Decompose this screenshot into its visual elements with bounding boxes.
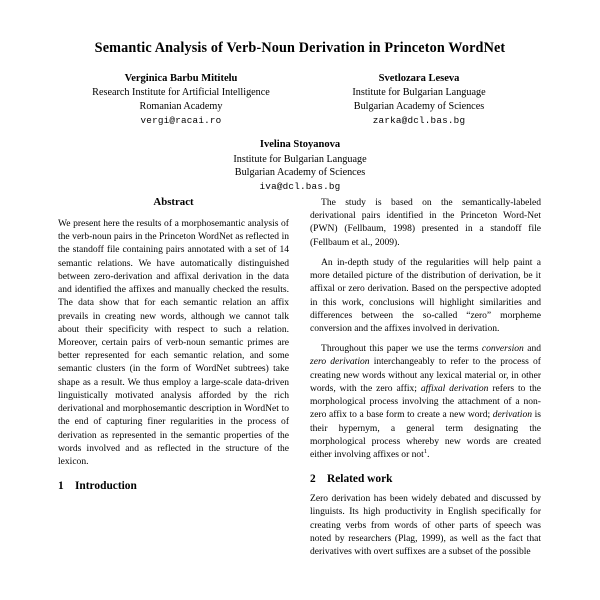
author-name: Ivelina Stoyanova [259, 138, 341, 150]
text-run: refers to the morphological process involving the attachment of a non-zero affix to a base form to create a new word; [310, 382, 541, 421]
section-title: Related work [327, 473, 393, 486]
author-name: Svetlozara Leseva [378, 72, 460, 84]
author-affiliation-line2: Bulgarian Academy of Sciences [234, 166, 366, 178]
term-derivation: derivation [492, 409, 533, 421]
title-block [0, 0, 600, 193]
section-heading-related-work [310, 473, 541, 485]
term-zero-derivation: zero derivation [310, 356, 370, 368]
term-conversion: conversion [481, 343, 524, 355]
two-column-body [0, 196, 600, 558]
author-email[interactable]: iva@dcl.bas.bg [259, 181, 341, 193]
left-column [58, 196, 289, 558]
author-name: Verginica Barbu Mititelu [124, 72, 238, 84]
author-affiliation-line1: Institute for Bulgarian Language [233, 153, 367, 165]
author-block-1 [62, 72, 300, 127]
paragraph-in-depth-study: An in-depth study of the regularities will help paint a more detailed picture of the distribution of derivation, be it affixal or zero derivation. Based on the perspective adopted in this work, conclusions will highlight similarities and differences between the so-called “zero” morpheme conversion and the affixes involved in derivation. [310, 256, 541, 334]
paragraph-study-basis: The study is based on the semantically-labeled derivational pairs identified in the Princeton Word-Net (PWN) (Fellbaum, 1998) presented in a standoff file (Fellbaum et al., 2009). [310, 197, 541, 248]
section-title: Introduction [75, 480, 137, 493]
term-affixal-derivation: affixal derivation [420, 382, 489, 394]
page-title: Semantic Analysis of Verb-Noun Derivation in Princeton WordNet [94, 40, 506, 56]
author-email[interactable]: zarka@dcl.bas.bg [372, 114, 466, 126]
author-affiliation-line2: Romanian Academy [139, 100, 223, 112]
text-run: and [523, 343, 542, 355]
paragraph-terminology [310, 342, 541, 461]
author-email[interactable]: vergi@racai.ro [140, 114, 222, 126]
text-run: interchangeably to refer to the process of creating new words without any lexical material or, in other words, with the zero affix; [310, 356, 541, 394]
author-affiliation-line1: Research Institute for Artificial Intelligence [92, 87, 270, 99]
paragraph-related-work: Zero derivation has been widely debated and discussed by linguists. Its high productivity in English specifically for creating verbs from words of other parts of speech was noted by researchers (Plag, 1999), as well as the fact that derivatives with overt suffixes are a subset of the possible [310, 493, 541, 558]
section-number: 2 [310, 473, 316, 486]
text-run: is their hypernym, a general term designating the morphological process whereby new words are created either involving affixes or not [310, 409, 541, 460]
section-number: 1 [58, 480, 64, 493]
abstract-heading: Abstract [153, 196, 194, 208]
author-affiliation-line2: Bulgarian Academy of Sciences [353, 100, 485, 112]
right-column [310, 196, 541, 558]
text-run: . [427, 448, 430, 460]
abstract-paragraph: We present here the results of a morphosemantic analysis of the verb-noun pairs in the Princeton WordNet as reflected in the standoff file containing pairs annotated with a set of 14 semantic relations. We have automatically distinguished between zero-derivation and affixal derivation in the data and identified the affixes and manually checked the results. The data show that for each semantic relation an affix prevails in creating new words, although we cannot talk about their specificity with respect to such a relation. Moreover, certain pairs of verb-noun semantic primes are better represented for each semantic relation, and some semantic clusters (in the form of WordNet subtrees) take shape as a result. We thus employ a large-scale data-driven linguistically motivated analysis afforded by the rich derivational and morphosemantic description in WordNet to the end of capturing finer regularities in the process of derivation as represented in the semantic properties of the words involved and as reflected in the structure of the lexicon. [58, 218, 289, 467]
authors-row [0, 72, 600, 127]
text-run: Throughout this paper we use the terms [321, 343, 482, 355]
author-block-2 [300, 72, 538, 127]
author-affiliation-line1: Institute for Bulgarian Language [352, 87, 486, 99]
section-heading-introduction [58, 480, 289, 492]
author-block-3 [0, 138, 600, 193]
footnote-marker[interactable]: 1 [423, 447, 428, 455]
